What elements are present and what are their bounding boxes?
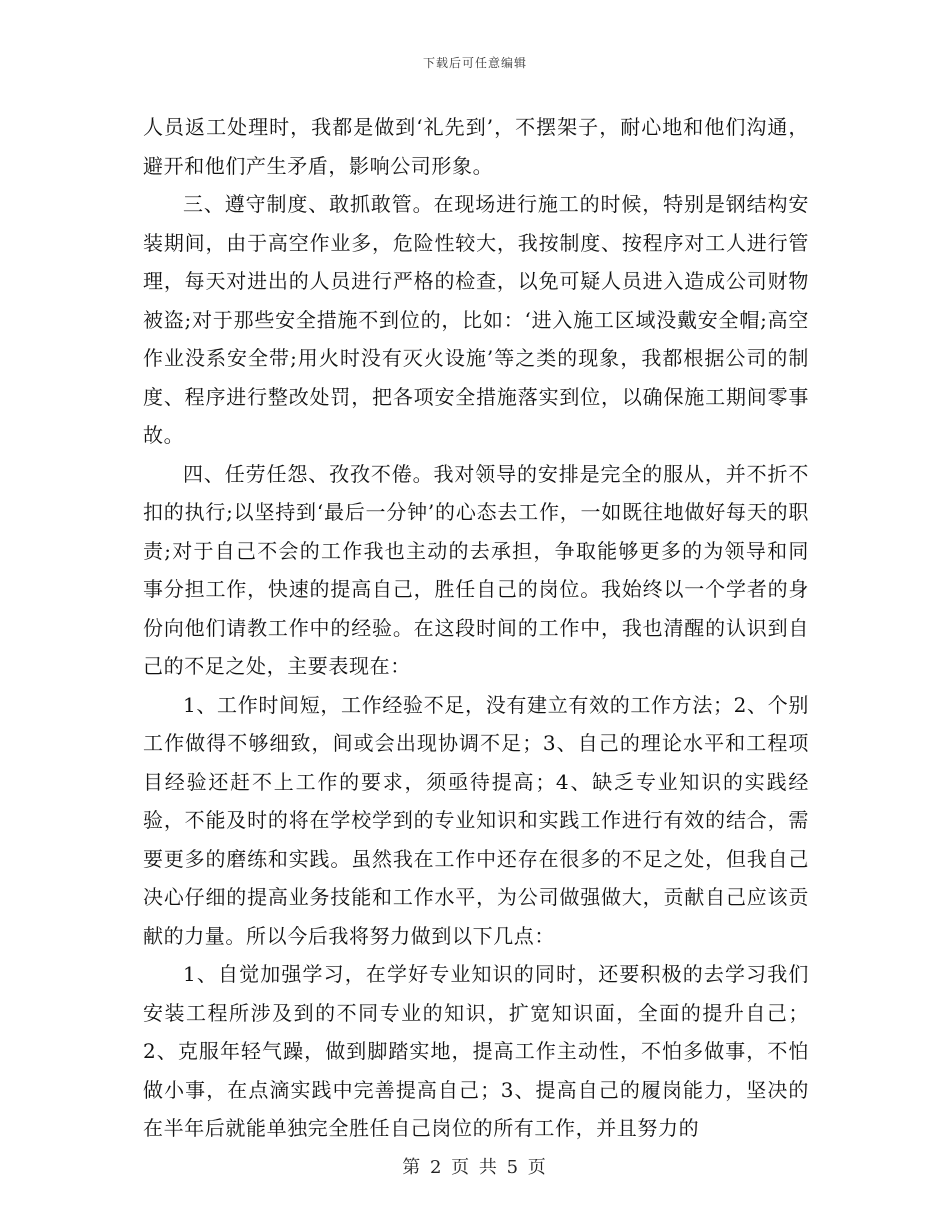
paragraph-continuation: 人员返工处理时，我都是做到‘礼先到’，不摆架子，耐心地和他们沟通，避开和他们产生矛盾，影响公司形象。 xyxy=(143,115,809,178)
document-body xyxy=(143,108,809,1148)
page-number-footer: 第 2 页 共 5 页 xyxy=(402,1157,548,1178)
paragraph-section-three: 三、遵守制度、敢抓敢管。在现场进行施工的时候，特别是钢结构安装期间，由于高空作业多，危险性较大，我按制度、按程序对工人进行管理，每天对进出的人员进行严格的检查，以免可疑人员进入造成公司财物被盗;对于那些安全措施不到位的，比如：‘进入施工区域没戴安全帽;高空作业没系安全带;用火时没有灭火设施’等之类的现象，我都根据公司的制度、程序进行整改处罚，把各项安全措施落实到位，以确保施工期间零事故。 xyxy=(143,192,809,447)
paragraph-improvements: 1、自觉加强学习，在学好专业知识的同时，还要积极的去学习我们安装工程所涉及到的不同专业的知识，扩宽知识面，全面的提升自己；2、克服年轻气躁，做到脚踏实地，提高工作主动性，不怕多做事，不怕做小事，在点滴实践中完善提高自己；3、提高自己的履岗能力，坚决的在半年后就能单独完全胜任自己岗位的所有工作，并且努力的 xyxy=(143,962,809,1140)
paragraph-section-four: 四、任劳任怨、孜孜不倦。我对领导的安排是完全的服从，并不折不扣的执行;以坚持到‘最后一分钟’的心态去工作，一如既往地做好每天的职责;对于自己不会的工作我也主动的去承担，争取能够更多的为领导和同事分担工作，快速的提高自己，胜任自己的岗位。我始终以一个学者的身份向他们请教工作中的经验。在这段时间的工作中，我也清醒的认识到自己的不足之处，主要表现在： xyxy=(143,461,809,678)
page-header: 下载后可任意编辑 xyxy=(422,56,527,70)
paragraph-shortcomings: 1、工作时间短，工作经验不足，没有建立有效的工作方法；2、个别工作做得不够细致，间或会出现协调不足；3、自己的理论水平和工程项目经验还赶不上工作的要求，须亟待提高；4、缺乏专业知识的实践经验，不能及时的将在学校学到的专业知识和实践工作进行有效的结合，需要更多的磨练和实践。虽然我在工作中还存在很多的不足之处，但我自己决心仔细的提高业务技能和工作水平，为公司做强做大，贡献自己应该贡献的力量。所以今后我将努力做到以下几点： xyxy=(143,692,809,948)
